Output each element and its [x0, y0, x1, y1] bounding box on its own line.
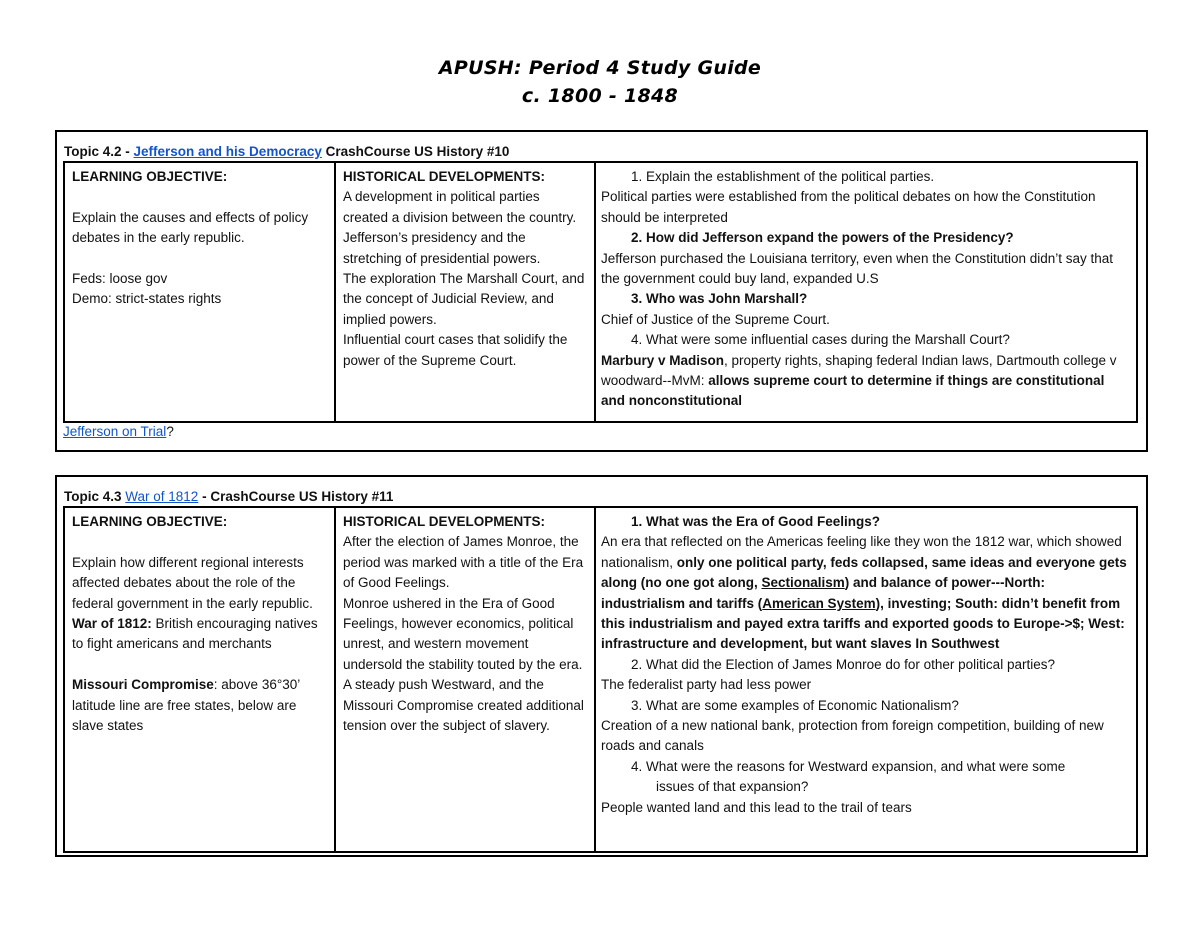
topic-4-2-section [55, 130, 1148, 452]
topic-4-2-header: Topic 4.2 - Jefferson and his Democracy CrashCourse US History #10 [64, 144, 510, 159]
question-4: 4. What were some influential cases during the Marshall Court? [631, 332, 1010, 348]
question-3: 3. Who was John Marshall? [631, 291, 808, 307]
page-subtitle: c. 1800 - 1848 [521, 85, 679, 107]
topic-4-2-table [63, 161, 1138, 423]
question-4-cont: issues of that expansion? [656, 779, 809, 795]
topic-4-3-header: Topic 4.3 War of 1812 - CrashCourse US History #11 [64, 489, 394, 504]
jefferson-on-trial-line: Jefferson on Trial? [63, 424, 174, 439]
question-3: 3. What are some examples of Economic Nationalism? [631, 697, 959, 713]
answer-4: Marbury v Madison, property rights, shaping federal Indian laws, Dartmouth college v woodward--MvM: allows supreme court to determine if things are constitutional and nonconstitutional [601, 352, 1117, 409]
american-system-link[interactable]: American System [762, 595, 876, 611]
topic-4-3-section [55, 475, 1148, 857]
question-1: 1. Explain the establishment of the political parties. [631, 169, 935, 184]
learning-objective-cell: LEARNING OBJECTIVE: Explain how different regional interests affected debates about the role of the federal government in the early republic. War of 1812: British encouraging natives to fight americans and merchants Missouri Compromise: above 36°30’ latitude line are free states, below are slave states [65, 508, 336, 851]
learning-objective-cell: LEARNING OBJECTIVE: Explain the causes and effects of policy debates in the early republic. Feds: loose gov Demo: strict-states rights [65, 163, 336, 421]
answer-2: The federalist party had less power [601, 677, 812, 693]
war-of-1812-link[interactable]: War of 1812 [125, 489, 199, 504]
question-4: 4. What were the reasons for Westward expansion, and what were some [631, 758, 1066, 774]
questions-cell [596, 163, 1136, 421]
questions-cell [596, 508, 1136, 851]
historical-developments-cell: HISTORICAL DEVELOPMENTS: A development in political parties created a division between the country. Jefferson’s presidency and the stretching of presidential powers. The exploration The Marshall Court, and the concept of Judicial Review, and implied powers. Influential court cases that solidify the power of the Supreme Court. [336, 163, 596, 421]
page-title: APUSH: Period 4 Study Guide [438, 57, 762, 79]
question-2: 2. What did the Election of James Monroe do for other political parties? [631, 656, 1055, 672]
question-2: 2. How did Jefferson expand the powers of the Presidency? [631, 230, 1014, 246]
topic-4-3-table [63, 506, 1138, 853]
jefferson-democracy-link[interactable]: Jefferson and his Democracy [133, 144, 322, 159]
historical-developments-cell: HISTORICAL DEVELOPMENTS: After the election of James Monroe, the period was marked with a title of the Era of Good Feelings. Monroe ushered in the Era of Good Feelings, however economics, political unrest, and western movement undersold the stability touted by the era. A steady push Westward, and the Missouri Compromise created additional tension over the subject of slavery. [336, 508, 596, 851]
answer-3: Chief of Justice of the Supreme Court. [601, 311, 830, 327]
jefferson-on-trial-link[interactable]: Jefferson on Trial [63, 424, 167, 439]
answer-2: Jefferson purchased the Louisiana territory, even when the Constitution didn’t say that the government could buy land, expanded U.S [601, 250, 1114, 287]
question-1: 1. What was the Era of Good Feelings? [631, 514, 881, 529]
sectionalism-link[interactable]: Sectionalism [761, 575, 845, 591]
answer-4: People wanted land and this lead to the trail of tears [601, 799, 912, 815]
answer-3: Creation of a new national bank, protection from foreign competition, building of new roads and canals [601, 718, 1104, 754]
answer-1: An era that reflected on the Americas feeling like they won the 1812 war, which showed nationalism, only one political party, feds collapsed, same ideas and everyone gets along (no one got along, Sectionalism) and balance of power---North: industrialism and tariffs (American System), investing; South: didn’t benefit from this industrialism and payed extra tariffs and exported goods to Europe->$; West: infrastructure and development, but want slaves In Southwest [601, 534, 1127, 652]
answer-1: Political parties were established from the political debates on how the Constitution should be interpreted [601, 189, 1096, 225]
